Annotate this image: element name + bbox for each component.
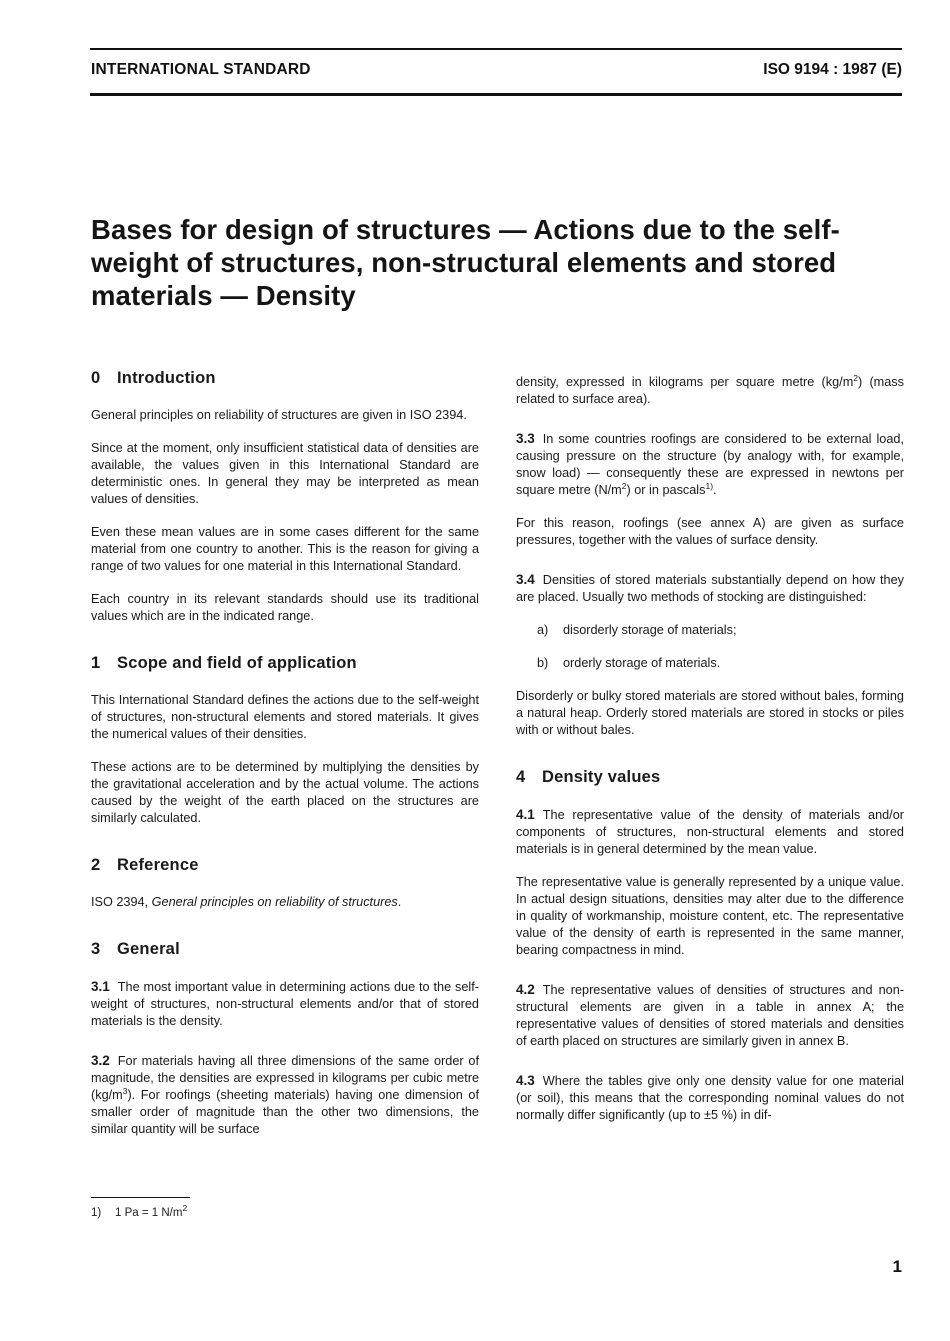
left-column [91,370,479,1154]
paragraph: Each country in its relevant standards should use its traditional values which are in the indicated range. [91,592,479,623]
footnote-reference: 1) [705,480,714,491]
document-title: Bases for design of structures — Actions due to the self-weight of structures, non-structural elements and stored materials — Density [91,214,840,311]
paragraph: Since at the moment, only insufficient statistical data of densities are available, the values given in this International Standard are deterministic ones. In general they may be interpreted as mean values of densities. [91,441,479,506]
right-column [516,374,904,1140]
reference-entry: ISO 2394, General principles on reliability of structures. [91,895,402,909]
clause-4-2: 4.2 The representative values of densities of structures and non-structural elements are given in a table in annex A; the representative values of densities of stored materials and densities of earth placed on structures are similarly given in annex B. [516,982,904,1048]
clause-3-2: 3.2 For materials having all three dimensions of the same order of magnitude, the densities are expressed in kilograms per cubic metre $(kg/m^3)$. For roofings (sheeting materials) having one dimension of smaller order of magnitude than the other two dimensions, the similar quantity will be surface [91,1053,479,1136]
paragraph: General principles on reliability of structures are given in ISO 2394. [91,408,467,422]
header-bottom-rule [90,93,902,96]
section-heading-scope: 1 Scope and field of application [91,654,357,672]
clause-3-1: 3.1 The most important value in determining actions due to the self-weight of structures, non-structural elements and/or that of stored materials is the density. [91,979,479,1028]
section-heading-density-values: 4 Density values [516,768,661,786]
header-top-rule [90,48,902,50]
paragraph: This International Standard defines the actions due to the self-weight of structures, non-structural elements and stored materials. It gives the numerical values of their densities. [91,693,479,741]
footnote: 1) 1 Pa = 1 $N/m^2$ [91,1203,188,1219]
footnote-rule [91,1197,190,1198]
section-heading-reference: 2 Reference [91,856,199,874]
paragraph: The representative value is generally represented by a unique value. In actual design situations, densities may alter due to the difference in quality of workmanship, moisture content, etc. The representative value of the density of earth is represented in the same manner, bearing compactness in mind. [516,875,904,957]
section-heading-introduction: 0 Introduction [91,369,216,387]
clause-4-3: 4.3 Where the tables give only one density value for one material (or soil), this means that the corresponding nominal values do not normally differ significantly (up to ±5 %) in dif- [516,1073,904,1122]
clause-3-4: 3.4 Densities of stored materials substantially depend on how they are placed. Usually two methods of stocking are distinguished: [516,572,904,604]
section-heading-general: 3 General [91,940,180,958]
paragraph: Even these mean values are in some cases different for the same material from one country to another. This is the reason for giving a range of two values for one material in this International Standard. [91,525,479,573]
list-item: a) disorderly storage of materials; [537,623,737,637]
header-document-type: INTERNATIONAL STANDARD [91,61,311,78]
clause-3-3: 3.3 In some countries roofings are considered to be external load, causing pressure on the structure (by analogy with, for example, snow load) — consequently these are expressed in newtons per square metre $(N/m^2)$ or in pascals$^{1)}$. [516,431,904,497]
clause-3-2-continued: density, expressed in kilograms per square metre $(kg/m^2)$ (mass related to surface area). [516,372,904,406]
list-item: b) orderly storage of materials. [537,656,721,670]
paragraph: For this reason, roofings (see annex A) are given as surface pressures, together with the values of surface density. [516,516,904,547]
paragraph: Disorderly or bulky stored materials are stored without bales, forming a natural heap. Orderly stored materials are stored in stocks or piles with or without bales. [516,689,904,737]
paragraph: These actions are to be determined by multiplying the densities by the gravitational acceleration and by the actual volume. The actions caused by the weight of the earth placed on the structures are similarly calculated. [91,760,479,825]
page-number: 1 [892,1257,902,1276]
header-standard-number: ISO 9194 : 1987 (E) [763,61,902,78]
clause-4-1: 4.1 The representative value of the density of materials and/or components of structures, non-structural elements and stored materials is in general determined by the mean value. [516,807,904,856]
